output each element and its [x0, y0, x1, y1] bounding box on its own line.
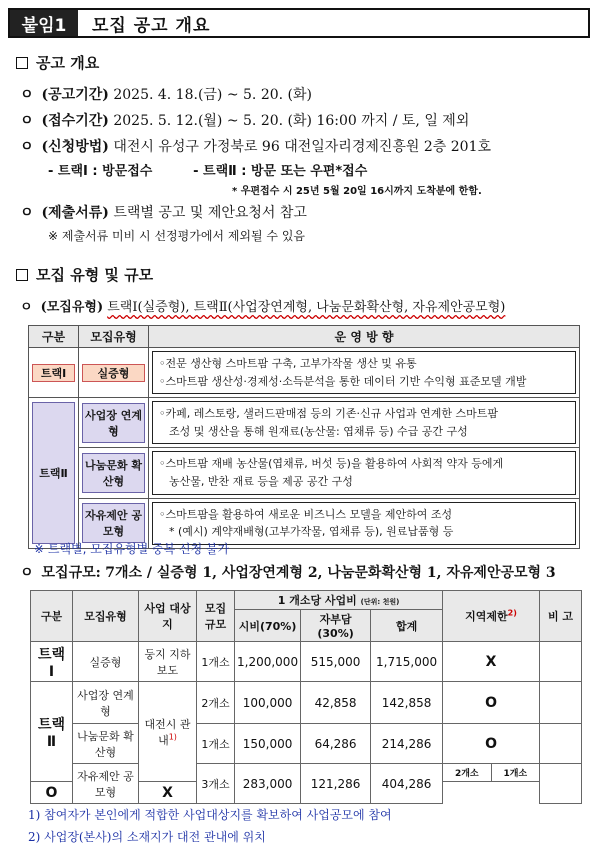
header-cell: 1 개소당 사업비 (단위: 천원) — [235, 591, 443, 610]
submission-docs-line: ㅇ (제출서류) 트랙별 공고 및 제안요청서 참고 — [20, 205, 307, 221]
square-bullet-icon — [16, 57, 28, 69]
total-cost-cell: 404,286 — [371, 764, 443, 804]
region-sub-label: 1개소 — [491, 764, 539, 782]
region-cell: X — [443, 642, 540, 682]
count-cell: 3개소 — [197, 764, 235, 804]
note-cell — [540, 764, 582, 804]
region-cell: X — [139, 782, 197, 804]
count-cell: 2개소 — [197, 682, 235, 724]
table-header-row — [31, 591, 582, 610]
table-row — [29, 448, 580, 498]
square-bullet-icon — [16, 269, 28, 281]
city-cost-cell: 283,000 — [235, 764, 301, 804]
footnote-1: 1) 참여자가 본인에게 적합한 사업대상지를 확보하여 사업공모에 참여 — [28, 808, 392, 822]
count-cell: 1개소 — [197, 724, 235, 764]
table-row — [29, 398, 580, 448]
header-cell: 모집 규모 — [197, 591, 235, 642]
footnote-2: 2) 사업장(본사)의 소재지가 대전 관내에 위치 — [28, 830, 266, 844]
site-cell: 대전시 관내$^{1)}$ — [139, 682, 197, 782]
application-period-line: ㅇ (접수기간) 2025. 5. 12.(월) ~ 5. 20. (화) 16:00 까지 / 토, 일 제외 — [20, 113, 470, 129]
track-cell: 트랙 Ⅰ — [31, 642, 73, 682]
desc-cell: ◦스마트팜 재배 농산물(엽채류, 버섯 등)을 활용하여 사회적 약자 등에게 농산물, 반찬 재료 등을 제공 공간 구성 — [149, 448, 580, 498]
self-cost-cell: 515,000 — [301, 642, 371, 682]
self-cost-cell: 121,286 — [301, 764, 371, 804]
header-cell: 합계 — [371, 610, 443, 642]
attachment-badge: 붙임1 — [10, 10, 78, 36]
header-cell: 사업 대상지 — [139, 591, 197, 642]
note-cell — [540, 682, 582, 724]
region-cell: O — [443, 682, 540, 724]
header-cell: 비 고 — [540, 591, 582, 642]
table-header-row — [29, 326, 580, 348]
table-row — [31, 724, 582, 764]
self-cost-cell: 64,286 — [301, 724, 371, 764]
post-note: * 우편접수 시 25년 5월 20일 16시까지 도착분에 한함. — [232, 186, 482, 197]
header-cell: 구분 — [31, 591, 73, 642]
track-cell: 트랙 Ⅱ — [31, 682, 73, 782]
recruit-type-line: ㅇ (모집유형) 트랙Ⅰ(실증형), 트랙Ⅱ(사업장연계형, 나눔문화확산형, 자유제안공모형) — [20, 300, 506, 315]
header-cell: 운 영 방 향 — [149, 326, 580, 348]
city-cost-cell: 150,000 — [235, 724, 301, 764]
track-cell: 트랙Ⅰ — [29, 348, 79, 398]
section-title-overview: 공고 개요 — [16, 52, 99, 73]
page-title: 모집 공고 개요 — [92, 15, 211, 36]
operation-direction-table — [28, 325, 580, 549]
desc-cell: ◦전문 생산형 스마트팜 구축, 고부가작물 생산 및 유통 ◦스마트팜 생산성·경제성·소득분석을 통한 데이터 기반 수익형 표준모델 개발 — [149, 348, 580, 398]
type-cell: 사업장 연계형 — [73, 682, 139, 724]
type-cell: 자유제안 공모형 — [73, 764, 139, 804]
note-cell — [540, 642, 582, 682]
track-cell: 트랙Ⅱ — [29, 398, 79, 549]
region-sub-label: 2개소 — [443, 764, 491, 782]
site-cell: 둥지 지하보도 — [139, 642, 197, 682]
count-cell: 1개소 — [197, 642, 235, 682]
header-cell: 모집유형 — [79, 326, 149, 348]
track-method-line: - 트랙Ⅰ : 방문접수 - 트랙Ⅱ : 방문 또는 우편*접수 — [48, 164, 368, 179]
type-cell: 실증형 — [79, 348, 149, 398]
recruit-scale-line: ㅇ 모집규모: 7개소 / 실증형 1, 사업장연계형 2, 나눔문화확산형 1, 자유제안공모형 3 — [20, 565, 556, 581]
duplicate-note: ※ 트랙별, 모집유형별 중복 신청 불가 — [34, 542, 230, 556]
region-cell: O — [443, 724, 540, 764]
region-cell: O — [31, 782, 73, 804]
note-cell — [540, 724, 582, 764]
self-cost-cell: 42,858 — [301, 682, 371, 724]
table-row — [31, 682, 582, 724]
application-method-line: ㅇ (신청방법) 대전시 유성구 가정북로 96 대전일자리경제진흥원 2층 201호 — [20, 139, 492, 155]
table-row — [29, 348, 580, 398]
page-header — [8, 8, 590, 38]
total-cost-cell: 142,858 — [371, 682, 443, 724]
header-cell: 지역제한$^{2)}$ — [443, 591, 540, 642]
type-cell: 실증형 — [73, 642, 139, 682]
header-cell: 모집유형 — [73, 591, 139, 642]
section-title-recruitment: 모집 유형 및 규모 — [16, 264, 153, 285]
type-cell: 사업장 연계형 — [79, 398, 149, 448]
desc-cell: ◦카페, 레스토랑, 샐러드판매점 등의 기존·신규 사업과 연계한 스마트팜 조성 및 생산을 통해 원재료(농산물: 엽채류 등) 수급 공간 구성 — [149, 398, 580, 448]
city-cost-cell: 1,200,000 — [235, 642, 301, 682]
header-cell: 시비(70%) — [235, 610, 301, 642]
docs-note: ※ 제출서류 미비 시 선정평가에서 제외될 수 있음 — [48, 229, 306, 243]
type-cell: 나눔문화 확산형 — [73, 724, 139, 764]
table-row — [31, 764, 582, 782]
table-row — [31, 642, 582, 682]
type-cell: 자유제안 공모형 — [79, 498, 149, 548]
header-cell: 구분 — [29, 326, 79, 348]
desc-cell: ◦스마트팜을 활용하여 새로운 비즈니스 모델을 제안하여 조성 * (예시) 계약재배형(고부가작물, 엽채류 등), 원료납품형 등 — [149, 498, 580, 548]
type-cell: 나눔문화 확산형 — [79, 448, 149, 498]
city-cost-cell: 100,000 — [235, 682, 301, 724]
notice-period-line: ㅇ (공고기간) 2025. 4. 18.(금) ~ 5. 20. (화) — [20, 87, 312, 103]
total-cost-cell: 214,286 — [371, 724, 443, 764]
header-cell: 자부담(30%) — [301, 610, 371, 642]
recruit-scale-table — [30, 590, 582, 804]
total-cost-cell: 1,715,000 — [371, 642, 443, 682]
